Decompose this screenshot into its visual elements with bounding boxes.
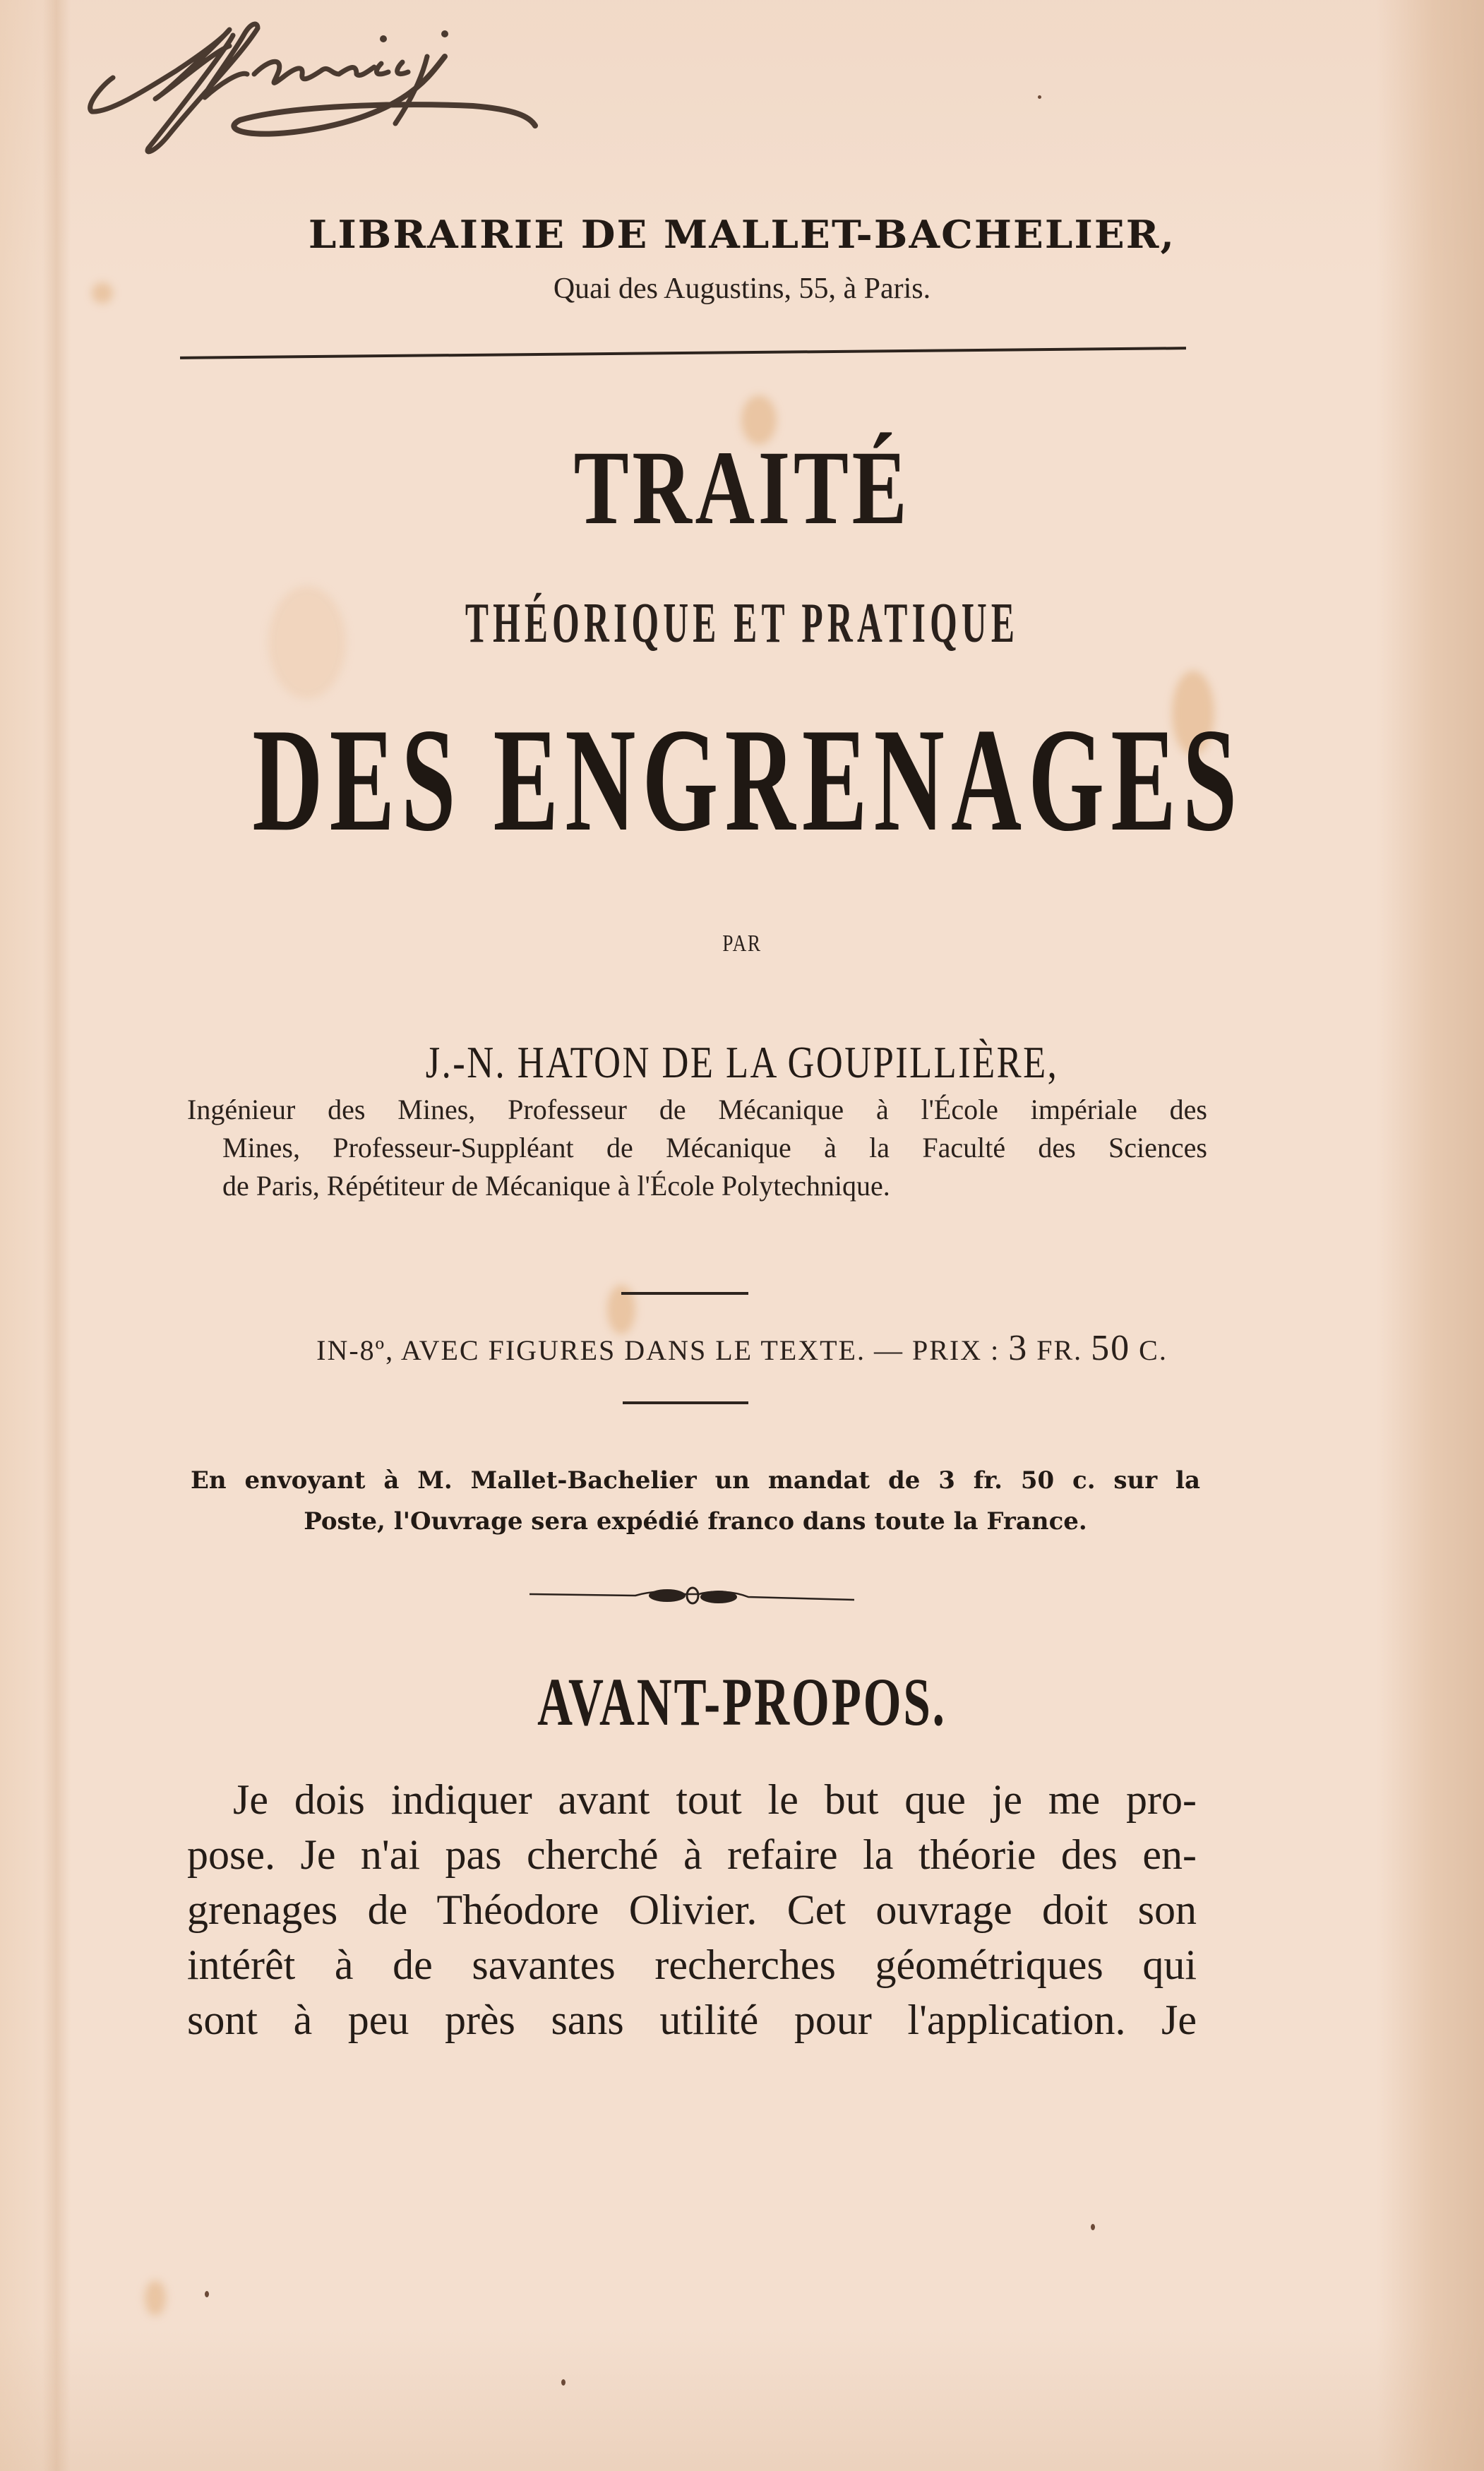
ink-speck xyxy=(1038,95,1041,99)
ordering-note-line: En envoyant à M. Mallet-Bachelier un mandat de 3 fr. 50 c. sur la xyxy=(191,1466,1200,1495)
by-label: PAR xyxy=(722,931,762,957)
credentials-line: Mines, Professeur-Suppléant de Mécanique à la Faculté des Sciences xyxy=(222,1132,1207,1163)
author-name: J.-N. HATON DE LA GOUPILLIÈRE, xyxy=(425,1037,1059,1087)
title-line-1: TRAITÉ xyxy=(573,429,911,546)
credentials-line: de Paris, Répétiteur de Mécanique à l'École Polytechnique. xyxy=(222,1170,890,1202)
paper-fold xyxy=(42,0,71,2471)
publisher-address: Quai des Augustins, 55, à Paris. xyxy=(553,273,931,305)
short-rule xyxy=(623,1401,748,1404)
edition-format: IN-8º, AVEC FIGURES DANS LE TEXTE. — PRIX : xyxy=(316,1334,1000,1366)
body-line: sont à peu près sans utilité pour l'application. Je xyxy=(187,1997,1197,2043)
price-francs: 3 xyxy=(1008,1328,1029,1368)
publisher-name: LIBRAIRIE DE MALLET-BACHELIER, xyxy=(308,212,1176,257)
edition-price-line xyxy=(0,1327,1484,1369)
header-rule xyxy=(180,347,1186,359)
handwritten-signature xyxy=(78,7,713,155)
body-line: grenages de Théodore Olivier. Cet ouvrage doit son xyxy=(187,1886,1197,1933)
ordering-note xyxy=(191,1460,1200,1542)
francs-label: FR. xyxy=(1036,1334,1083,1366)
body-line: pose. Je n'ai pas cherché à refaire la théorie des en- xyxy=(187,1831,1197,1878)
ordering-note-line: Poste, l'Ouvrage sera expédié franco dans toute la France. xyxy=(304,1507,1087,1536)
ink-speck xyxy=(1091,2224,1095,2230)
centimes-label: C. xyxy=(1139,1334,1168,1366)
section-heading: AVANT-PROPOS. xyxy=(537,1664,947,1740)
body-line: Je dois indiquer avant tout le but que je me pro- xyxy=(233,1776,1197,1823)
ink-speck xyxy=(561,2379,566,2386)
author-credentials xyxy=(187,1091,1207,1205)
short-rule xyxy=(621,1292,748,1295)
body-line: intérêt à de savantes recherches géométriques qui xyxy=(187,1942,1197,1988)
ornament-divider-icon xyxy=(529,1581,854,1610)
price-centimes: 50 xyxy=(1091,1328,1131,1368)
title-line-2: THÉORIQUE ET PRATIQUE xyxy=(465,592,1019,654)
title-line-3: DES ENGRENAGES xyxy=(252,698,1244,862)
foxing-stain xyxy=(145,2280,166,2316)
body-paragraph xyxy=(187,1772,1197,2047)
ink-speck xyxy=(205,2291,209,2297)
credentials-line: Ingénieur des Mines, Professeur de Mécanique à l'École impériale des xyxy=(187,1094,1207,1125)
